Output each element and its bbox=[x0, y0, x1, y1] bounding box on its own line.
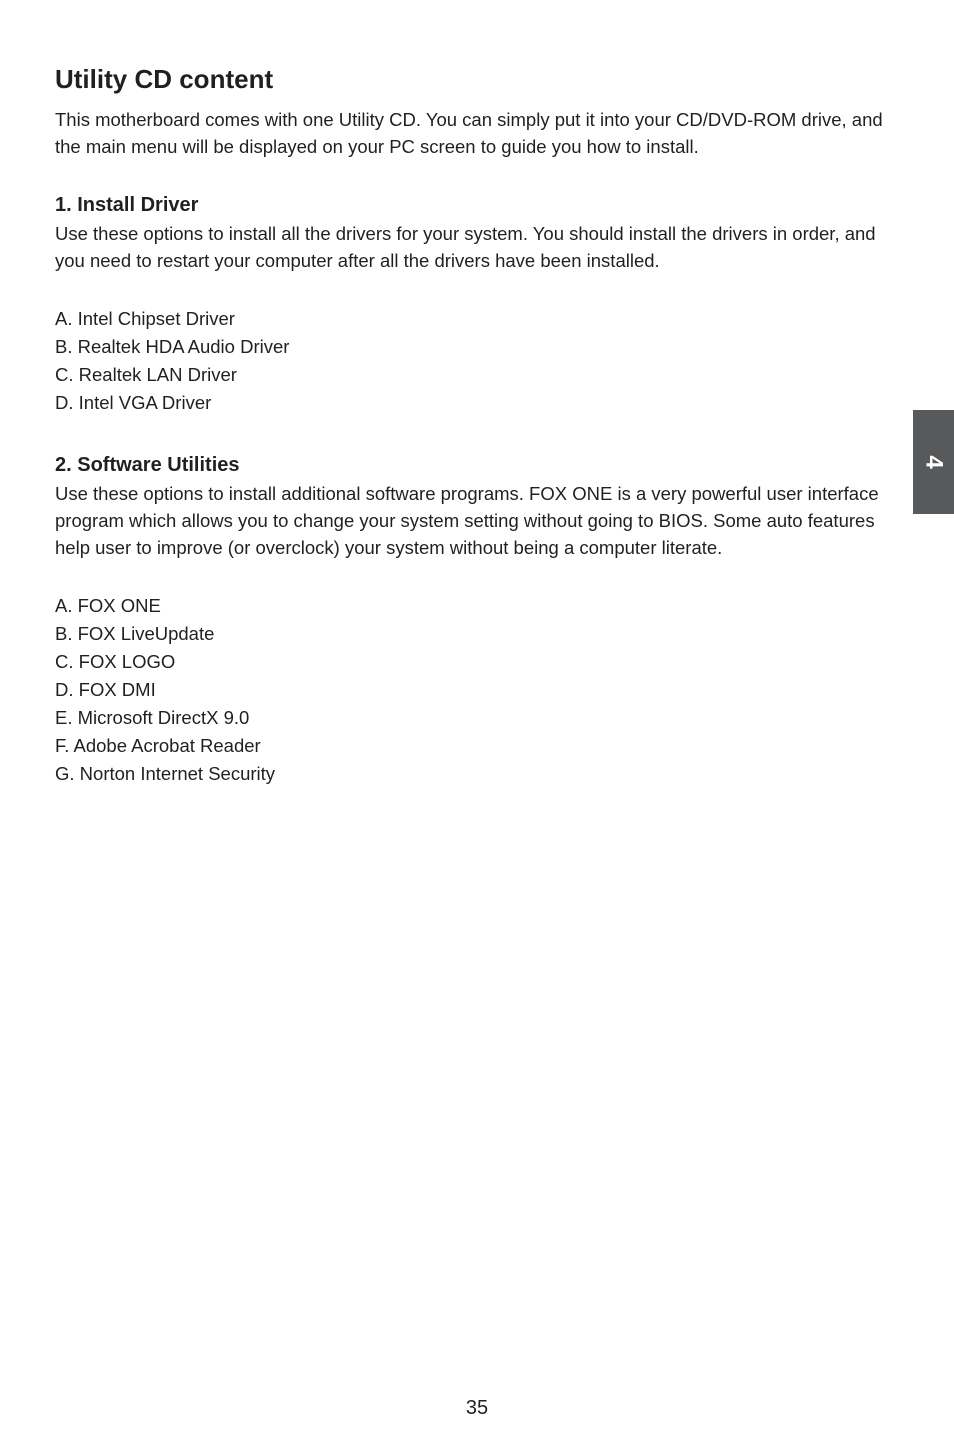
section-install-driver bbox=[55, 191, 895, 417]
utilities-list bbox=[55, 592, 895, 788]
chapter-tab bbox=[913, 410, 954, 514]
section-body: Use these options to install additional software programs. FOX ONE is a very powerful user interface program which allows you to change your system setting without going to BIOS. Some auto features help user to improve (or overclock) your system without being a computer literate. bbox=[55, 483, 879, 558]
list-item: D. Intel VGA Driver bbox=[55, 392, 212, 413]
chapter-number: 4 bbox=[920, 455, 948, 469]
page-title: Utility CD content bbox=[55, 64, 274, 94]
list-item: B. FOX LiveUpdate bbox=[55, 623, 215, 644]
list-item: A. FOX ONE bbox=[55, 595, 161, 616]
section-body: Use these options to install all the drivers for your system. You should install the drivers in order, and you need to restart your computer after all the drivers have been installed. bbox=[55, 223, 876, 271]
list-item: G. Norton Internet Security bbox=[55, 763, 276, 784]
list-item: F. Adobe Acrobat Reader bbox=[55, 735, 261, 756]
list-item: C. FOX LOGO bbox=[55, 651, 176, 672]
list-item: E. Microsoft DirectX 9.0 bbox=[55, 707, 250, 728]
list-item: A. Intel Chipset Driver bbox=[55, 308, 235, 329]
intro-paragraph: This motherboard comes with one Utility CD. You can simply put it into your CD/DVD-ROM drive, and the main menu will be displayed on your PC screen to guide you how to install. bbox=[55, 109, 883, 157]
list-item: B. Realtek HDA Audio Driver bbox=[55, 336, 290, 357]
list-item: D. FOX DMI bbox=[55, 679, 156, 700]
driver-list bbox=[55, 305, 895, 417]
page-content bbox=[55, 62, 895, 788]
section-heading: 2. Software Utilities bbox=[55, 454, 240, 476]
list-item: C. Realtek LAN Driver bbox=[55, 364, 237, 385]
section-software-utilities bbox=[55, 451, 895, 788]
section-heading: 1. Install Driver bbox=[55, 194, 199, 216]
page-number: 35 bbox=[465, 1397, 489, 1419]
